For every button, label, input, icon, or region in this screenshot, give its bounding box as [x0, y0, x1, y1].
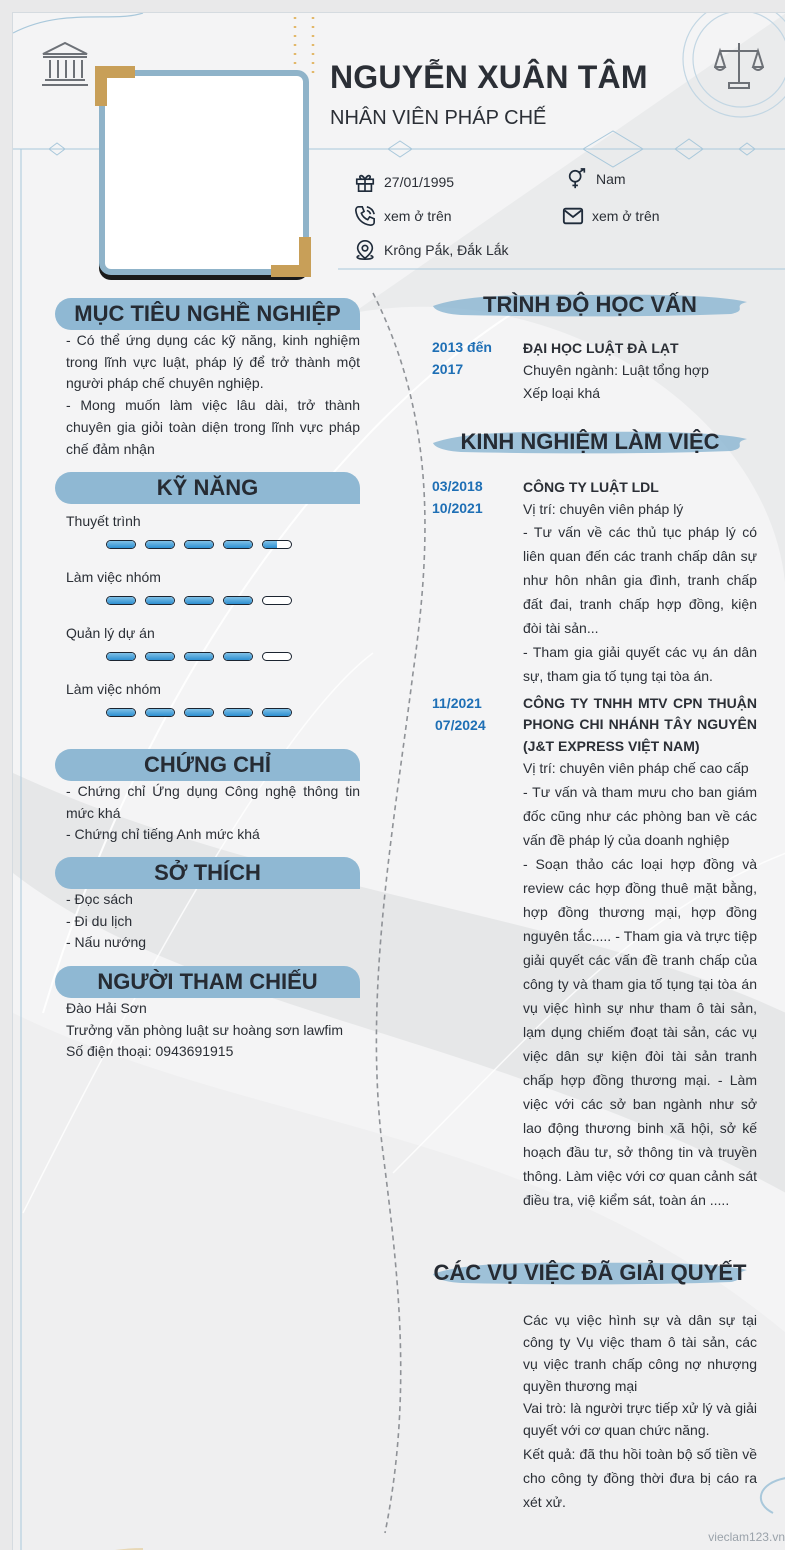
experience-date-start: 03/2018 [432, 478, 483, 494]
certificates-text [66, 781, 360, 846]
experience-date-end: 10/2021 [432, 499, 483, 516]
skill-label: Làm việc nhóm [66, 681, 161, 697]
courthouse-icon [40, 40, 90, 88]
education-major: Chuyên ngành: Luật tổng hợp [523, 362, 709, 378]
case-line: Vai trò: là người trực tiếp xử lý và giải quyết với cơ quan chức năng. [523, 1400, 757, 1438]
skill-rating [106, 708, 292, 717]
section-heading-skills: KỸ NĂNG [55, 472, 360, 504]
skill-pill [106, 596, 136, 605]
skill-pill [106, 540, 136, 549]
experience-entry [523, 476, 757, 688]
experience-date-end: 07/2024 [435, 716, 486, 733]
skill-label: Làm việc nhóm [66, 569, 161, 585]
skill-pill [184, 596, 214, 605]
phone-row [354, 205, 452, 227]
skill-pill [262, 596, 292, 605]
skill-pill [145, 540, 175, 549]
company-name: CÔNG TY TNHH MTV CPN THUẬN PHONG CHI NHÁNH TÂY NGUYÊN (J&T EXPRESS VIỆT NAM) [523, 695, 757, 754]
experience-heading-text: KINH NGHIỆM LÀM VIỆC [460, 429, 720, 454]
education-date-end: 2017 [432, 360, 464, 377]
objective-text [66, 330, 360, 460]
mail-icon [562, 205, 584, 227]
skill-pill [145, 708, 175, 717]
scales-of-justice-icon [714, 39, 764, 91]
candidate-name: NGUYỄN XUÂN TÂM [330, 59, 648, 95]
company-name: CÔNG TY LUẬT LDL [523, 479, 659, 495]
education-grade: Xếp loại khá [523, 385, 601, 401]
skill-pill [106, 708, 136, 717]
job-detail-line: - Soạn thảo các loại hợp đồng và review các hợp đồng thuê mặt bằng, hợp đồng thương mại, hợp đồng nguyên tắc..... - Tham gia và trực tiệp giải quyết các vấn đề tranh chấp của công ty và tham gia tố tụng tại tòa án vụ việc hình sự như tham ô tài sản, lạm dụng chiếm đoạt tài sản, các vụ việc dân sự kiện đòi tài sản tranh chấp hợp đồng thương mại. - Làm việc với các sở ban ngành như sở lao động thương binh xã hội, sở kế hoạch đầu tư, sở thông tin và truyền thông. Làm việc với cơ quan cảnh sát điều tra, việ kiểm sát, toàn án ..... [523, 855, 757, 1208]
address-row [354, 239, 509, 261]
certificate-item: - Chứng chỉ tiếng Anh mức khá [66, 826, 260, 843]
skill-pill [145, 596, 175, 605]
job-position: Vị trí: chuyên viên pháp chế cao cấp [523, 759, 749, 776]
objective-line: - Mong muốn làm việc lâu dài, trở thành chuyên gia giỏi toàn diện trong lĩnh vực pháp chế đảm nhận [66, 397, 360, 457]
skill-pill [184, 652, 214, 661]
skill-pill [223, 652, 253, 661]
hobby-item: - Đọc sách [66, 891, 133, 907]
reference-line: Số điện thoại: 0943691915 [66, 1043, 234, 1060]
skill-pill [262, 652, 292, 661]
hobby-item: - Đi du lịch [66, 912, 133, 929]
job-details [523, 520, 757, 688]
education-date-start: 2013 đến [432, 339, 492, 355]
phone-value: xem ở trên [384, 208, 452, 224]
email-value: xem ở trên [592, 208, 660, 224]
job-detail-line: - Tham gia giải quyết các vụ án dân sự, tham gia tố tụng tại tòa án. [523, 644, 757, 684]
skill-pill [223, 596, 253, 605]
birthday-value: 27/01/1995 [384, 174, 455, 190]
certificate-item: - Chứng chỉ Ứng dụng Công nghệ thông tin mức khá [66, 783, 360, 821]
case-line: Các vụ việc hình sự và dân sự tại công ty Vụ việc tham ô tài sản, các vụ việc tranh chấp công nợ nhượng quyền thương mại [523, 1312, 757, 1394]
experience-date [432, 693, 486, 736]
cases-heading-text: CÁC VỤ VIỆC ĐÃ GIẢI QUYẾT [433, 1260, 747, 1285]
section-heading-education [431, 290, 749, 320]
section-heading-certificates: CHỨNG CHỈ [55, 749, 360, 781]
reference-line: Trưởng văn phòng luật sư hoàng sơn lawfim [66, 1021, 344, 1038]
job-details [523, 780, 757, 1212]
cv-page [12, 12, 785, 1550]
section-heading-objective: MỤC TIÊU NGHỀ NGHIỆP [55, 298, 360, 330]
reference-line: Đào Hải Sơn [66, 1000, 147, 1016]
section-heading-experience [431, 427, 749, 457]
phone-icon [354, 205, 376, 227]
case-line: Kết quả: đã thu hồi toàn bộ số tiền về cho công ty đồng thời đưa bị cáo ra xét xử. [523, 1446, 757, 1510]
skill-label: Thuyết trình [66, 513, 141, 529]
gift-icon [354, 171, 376, 193]
skill-pill [262, 708, 292, 717]
skill-rating [106, 596, 292, 605]
job-position: Vị trí: chuyên viên pháp lý [523, 501, 684, 517]
skill-pill [223, 708, 253, 717]
experience-date-start: 11/2021 [432, 695, 482, 711]
skill-pill [223, 540, 253, 549]
school-name: ĐẠI HỌC LUẬT ĐÀ LẠT [523, 340, 679, 356]
location-icon [354, 239, 376, 261]
references-text [66, 998, 360, 1063]
job-detail-line: - Tư vấn về các thủ tục pháp lý có liên quan đến các tranh chấp dân sự như hôn nhân gia đình, tranh chấp đất đai, tranh chấp hợp đồng, kiện đòi tài sản... [523, 524, 757, 636]
skill-rating [106, 652, 292, 661]
hobby-item: - Nấu nướng [66, 934, 147, 951]
education-entry [523, 337, 759, 405]
gender-row [566, 168, 626, 190]
skill-rating [106, 540, 292, 549]
cases-text [523, 1309, 757, 1514]
experience-entry [523, 693, 757, 1212]
objective-line: - Có thể ứng dụng các kỹ năng, kinh nghiệm trong lĩnh vực luật, pháp lý để trở thành một người pháp chế chuyên nghiệp. [66, 332, 360, 392]
section-heading-references: NGƯỜI THAM CHIẾU [55, 966, 360, 998]
avatar [99, 70, 309, 275]
job-detail-line: - Tư vấn và tham mưu cho ban giám đốc cũng như các phòng ban về các vấn đề pháp lý của doanh nghiệp [523, 783, 757, 848]
skill-pill [184, 708, 214, 717]
gender-icon [566, 168, 588, 190]
birthday-row [354, 171, 454, 193]
watermark: vieclam123.vn [708, 1530, 785, 1544]
skill-pill [262, 540, 292, 549]
skill-pill [145, 652, 175, 661]
gender-value: Nam [596, 171, 626, 187]
education-date [432, 337, 492, 380]
address-value: Krông Pắk, Đắk Lắk [384, 242, 509, 258]
email-row [562, 205, 660, 227]
hobbies-list [66, 889, 360, 954]
skill-pill [184, 540, 214, 549]
skill-label: Quản lý dự án [66, 625, 155, 641]
experience-date [432, 476, 483, 519]
skill-pill [106, 652, 136, 661]
section-heading-hobbies: SỞ THÍCH [55, 857, 360, 889]
job-title: NHÂN VIÊN PHÁP CHẾ [330, 107, 547, 129]
section-heading-cases [431, 1258, 749, 1288]
education-heading-text: TRÌNH ĐỘ HỌC VẤN [483, 292, 697, 317]
